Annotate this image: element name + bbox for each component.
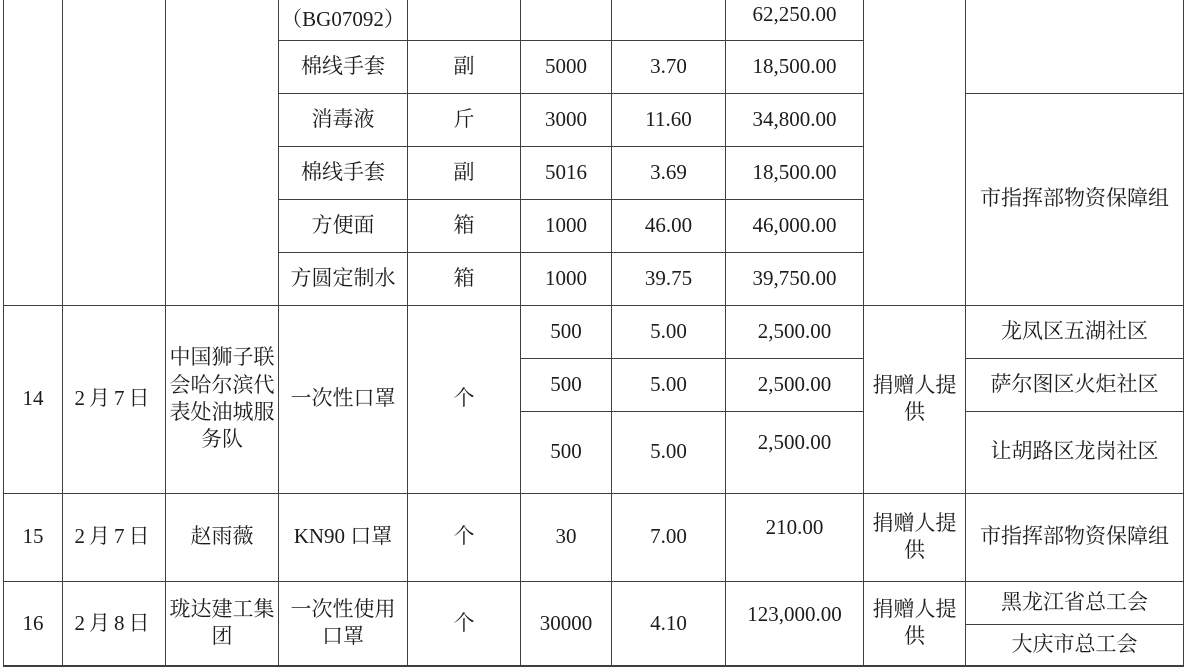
qty-cell: 30 xyxy=(521,493,612,581)
amount-cell: 2,500.00 xyxy=(726,358,864,411)
amount-cell: 2,500.00 xyxy=(726,305,864,358)
item-cell: 棉线手套 xyxy=(279,146,408,199)
table-row xyxy=(4,0,1184,40)
qty-cell xyxy=(521,0,612,40)
seq-cell xyxy=(4,0,63,305)
amount-cell: 18,500.00 xyxy=(726,40,864,93)
price-cell: 7.00 xyxy=(612,493,726,581)
item-cell: 方圆定制水 xyxy=(279,252,408,305)
date-cell: 2月8日 xyxy=(63,581,166,666)
amount-cell: 2,500.00 xyxy=(726,411,864,493)
amount-cell: 62,250.00 xyxy=(726,0,864,40)
provided-by-cell: 捐赠人提供 xyxy=(864,305,966,493)
unit-cell: 副 xyxy=(408,146,521,199)
item-cell: 一次性口罩 xyxy=(279,305,408,493)
qty-cell: 1000 xyxy=(521,252,612,305)
qty-cell: 500 xyxy=(521,358,612,411)
seq-cell: 15 xyxy=(4,493,63,581)
qty-cell: 30000 xyxy=(521,581,612,666)
donor-cell: 珑达建工集团 xyxy=(166,581,279,666)
price-cell: 4.10 xyxy=(612,581,726,666)
amount-cell: 123,000.00 xyxy=(726,581,864,666)
recipient-cell: 市指挥部物资保障组 xyxy=(966,493,1184,581)
recipient-cell: 让胡路区龙岗社区 xyxy=(966,411,1184,493)
price-cell: 5.00 xyxy=(612,411,726,493)
recipient-cell: 萨尔图区火炬社区 xyxy=(966,358,1184,411)
unit-cell: 个 xyxy=(408,581,521,666)
item-cell: （BG07092） xyxy=(279,0,408,40)
date-cell: 2月7日 xyxy=(63,493,166,581)
unit-cell: 箱 xyxy=(408,252,521,305)
table-row xyxy=(4,493,1184,581)
unit-cell: 副 xyxy=(408,40,521,93)
price-cell xyxy=(612,0,726,40)
unit-cell: 箱 xyxy=(408,199,521,252)
price-cell: 5.00 xyxy=(612,358,726,411)
unit-cell: 个 xyxy=(408,493,521,581)
provided-by-cell: 捐赠人提供 xyxy=(864,493,966,581)
date-cell: 2月7日 xyxy=(63,305,166,493)
price-cell: 5.00 xyxy=(612,305,726,358)
date-cell xyxy=(63,0,166,305)
item-cell: 消毒液 xyxy=(279,93,408,146)
recipient-cell: 黑龙江省总工会 xyxy=(966,581,1184,624)
donor-cell: 中国狮子联会哈尔滨代表处油城服务队 xyxy=(166,305,279,493)
provided-by-cell xyxy=(864,0,966,305)
item-cell: KN90 口罩 xyxy=(279,493,408,581)
item-cell: 方便面 xyxy=(279,199,408,252)
qty-cell: 500 xyxy=(521,305,612,358)
table-row xyxy=(4,581,1184,624)
item-cell: 棉线手套 xyxy=(279,40,408,93)
seq-cell: 14 xyxy=(4,305,63,493)
amount-cell: 34,800.00 xyxy=(726,93,864,146)
recipient-cell: 大庆市总工会 xyxy=(966,624,1184,666)
amount-cell: 18,500.00 xyxy=(726,146,864,199)
amount-cell: 210.00 xyxy=(726,493,864,581)
qty-cell: 500 xyxy=(521,411,612,493)
qty-cell: 3000 xyxy=(521,93,612,146)
recipient-cell: 龙凤区五湖社区 xyxy=(966,305,1184,358)
donor-cell: 赵雨薇 xyxy=(166,493,279,581)
provided-by-cell: 捐赠人提供 xyxy=(864,581,966,666)
price-cell: 3.70 xyxy=(612,40,726,93)
unit-cell: 斤 xyxy=(408,93,521,146)
donor-cell xyxy=(166,0,279,305)
qty-cell: 5000 xyxy=(521,40,612,93)
donation-table xyxy=(3,0,1184,667)
price-cell: 3.69 xyxy=(612,146,726,199)
seq-cell: 16 xyxy=(4,581,63,666)
amount-cell: 39,750.00 xyxy=(726,252,864,305)
qty-cell: 1000 xyxy=(521,199,612,252)
qty-cell: 5016 xyxy=(521,146,612,199)
table-row xyxy=(4,305,1184,358)
recipient-cell xyxy=(966,0,1184,93)
unit-cell: 个 xyxy=(408,305,521,493)
price-cell: 11.60 xyxy=(612,93,726,146)
unit-cell xyxy=(408,0,521,40)
amount-cell: 46,000.00 xyxy=(726,199,864,252)
item-cell: 一次性使用口罩 xyxy=(279,581,408,666)
recipient-cell: 市指挥部物资保障组 xyxy=(966,93,1184,305)
price-cell: 39.75 xyxy=(612,252,726,305)
price-cell: 46.00 xyxy=(612,199,726,252)
